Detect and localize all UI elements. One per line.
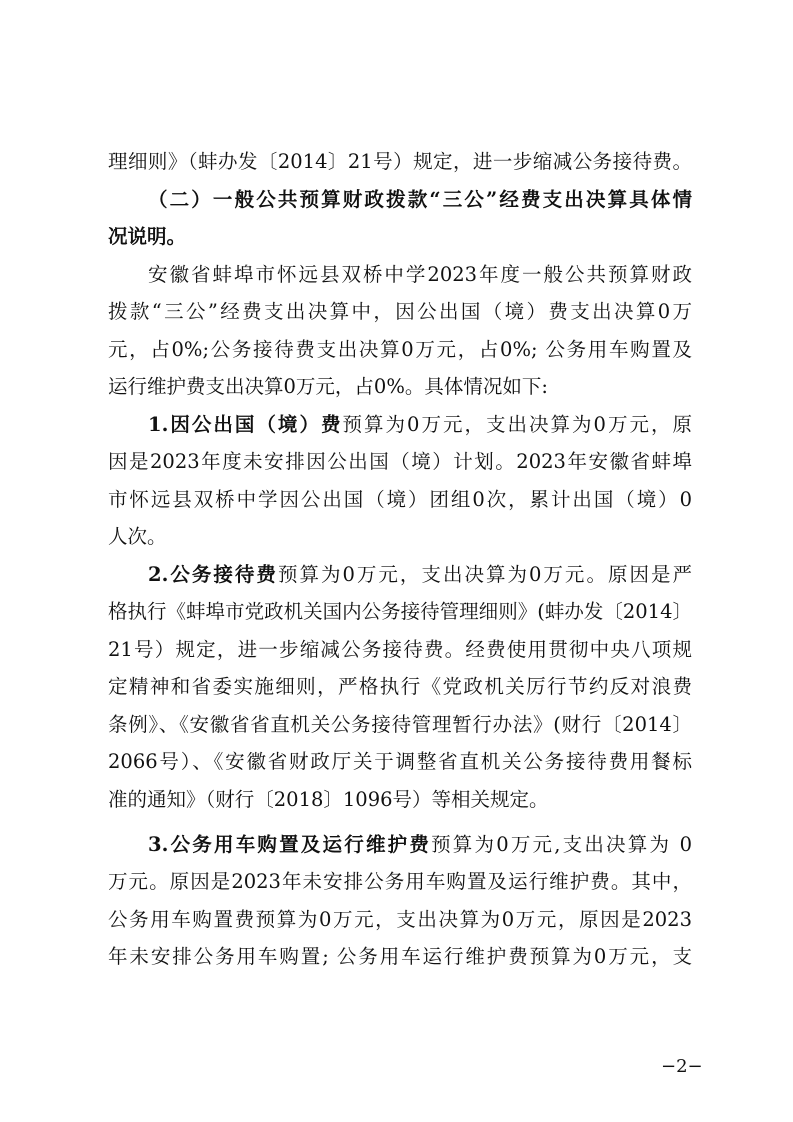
- paragraph-line: 21号）规定，进一步缩减公务接待费。经费使用贯彻中央八项规: [108, 638, 692, 661]
- item-3-heading: 3.公务用车购置及运行维护费: [148, 833, 432, 856]
- item-1-heading: 1.因公出国（境）费: [148, 413, 343, 436]
- paragraph-line: 万元。原因是2023年未安排公务用车购置及运行维护费。其中，: [108, 870, 692, 893]
- paragraph-line: 拨款“三公”经费支出决算中，因公出国（境）费支出决算0万: [108, 300, 692, 323]
- paragraph-line: 安徽省蚌埠市怀远县双桥中学2023年度一般公共预算财政: [148, 263, 692, 286]
- section-heading: （二）一般公共预算财政拨款“三公”经费支出决算具体情: [148, 188, 692, 211]
- paragraph-line: 市怀远县双桥中学因公出国（境）团组0次，累计出国（境）0: [108, 488, 692, 511]
- paragraph-line: 准的通知》（财行〔2018〕1096号）等相关规定。: [108, 788, 549, 811]
- item-3-line: 3.公务用车购置及运行维护费预算为0万元,支出决算为 0: [148, 833, 692, 856]
- item-1-line: 1.因公出国（境）费预算为0万元，支出决算为0万元，原: [148, 413, 692, 436]
- paragraph-line: 公务用车购置费预算为0万元，支出决算为0万元，原因是2023: [108, 908, 692, 931]
- paragraph-line: 运行维护费支出决算0万元，占0%。具体情况如下:: [108, 375, 548, 398]
- section-heading-cont: 况说明。: [108, 225, 187, 248]
- item-2-line: 2.公务接待费预算为0万元，支出决算为0万元。原因是严: [148, 563, 692, 586]
- item-2-heading: 2.公务接待费: [148, 563, 278, 586]
- paragraph-line: 定精神和省委实施细则，严格执行《党政机关厉行节约反对浪费: [108, 675, 692, 698]
- paragraph-line: 2066号）、《安徽省财政厅关于调整省直机关公务接待费用餐标: [108, 750, 692, 773]
- paragraph-line: 格执行《蚌埠市党政机关国内公务接待管理细则》(蚌办发〔2014〕: [108, 600, 692, 623]
- paragraph-line: 人次。: [108, 525, 167, 548]
- paragraph-line: 年未安排公务用车购置; 公务用车运行维护费预算为0万元，支: [108, 945, 692, 968]
- paragraph-line: 元，占0%;公务接待费支出决算0万元，占0%; 公务用车购置及: [108, 338, 692, 361]
- paragraph-line: 条例》、《安徽省省直机关公务接待管理暂行办法》(财行〔2014〕: [108, 713, 692, 736]
- page-number: −2−: [661, 1056, 703, 1077]
- paragraph-line: 因是2023年度未安排因公出国（境）计划。2023年安徽省蚌埠: [108, 450, 692, 473]
- paragraph-line: 理细则》（蚌办发〔2014〕21号）规定，进一步缩减公务接待费。: [108, 150, 692, 173]
